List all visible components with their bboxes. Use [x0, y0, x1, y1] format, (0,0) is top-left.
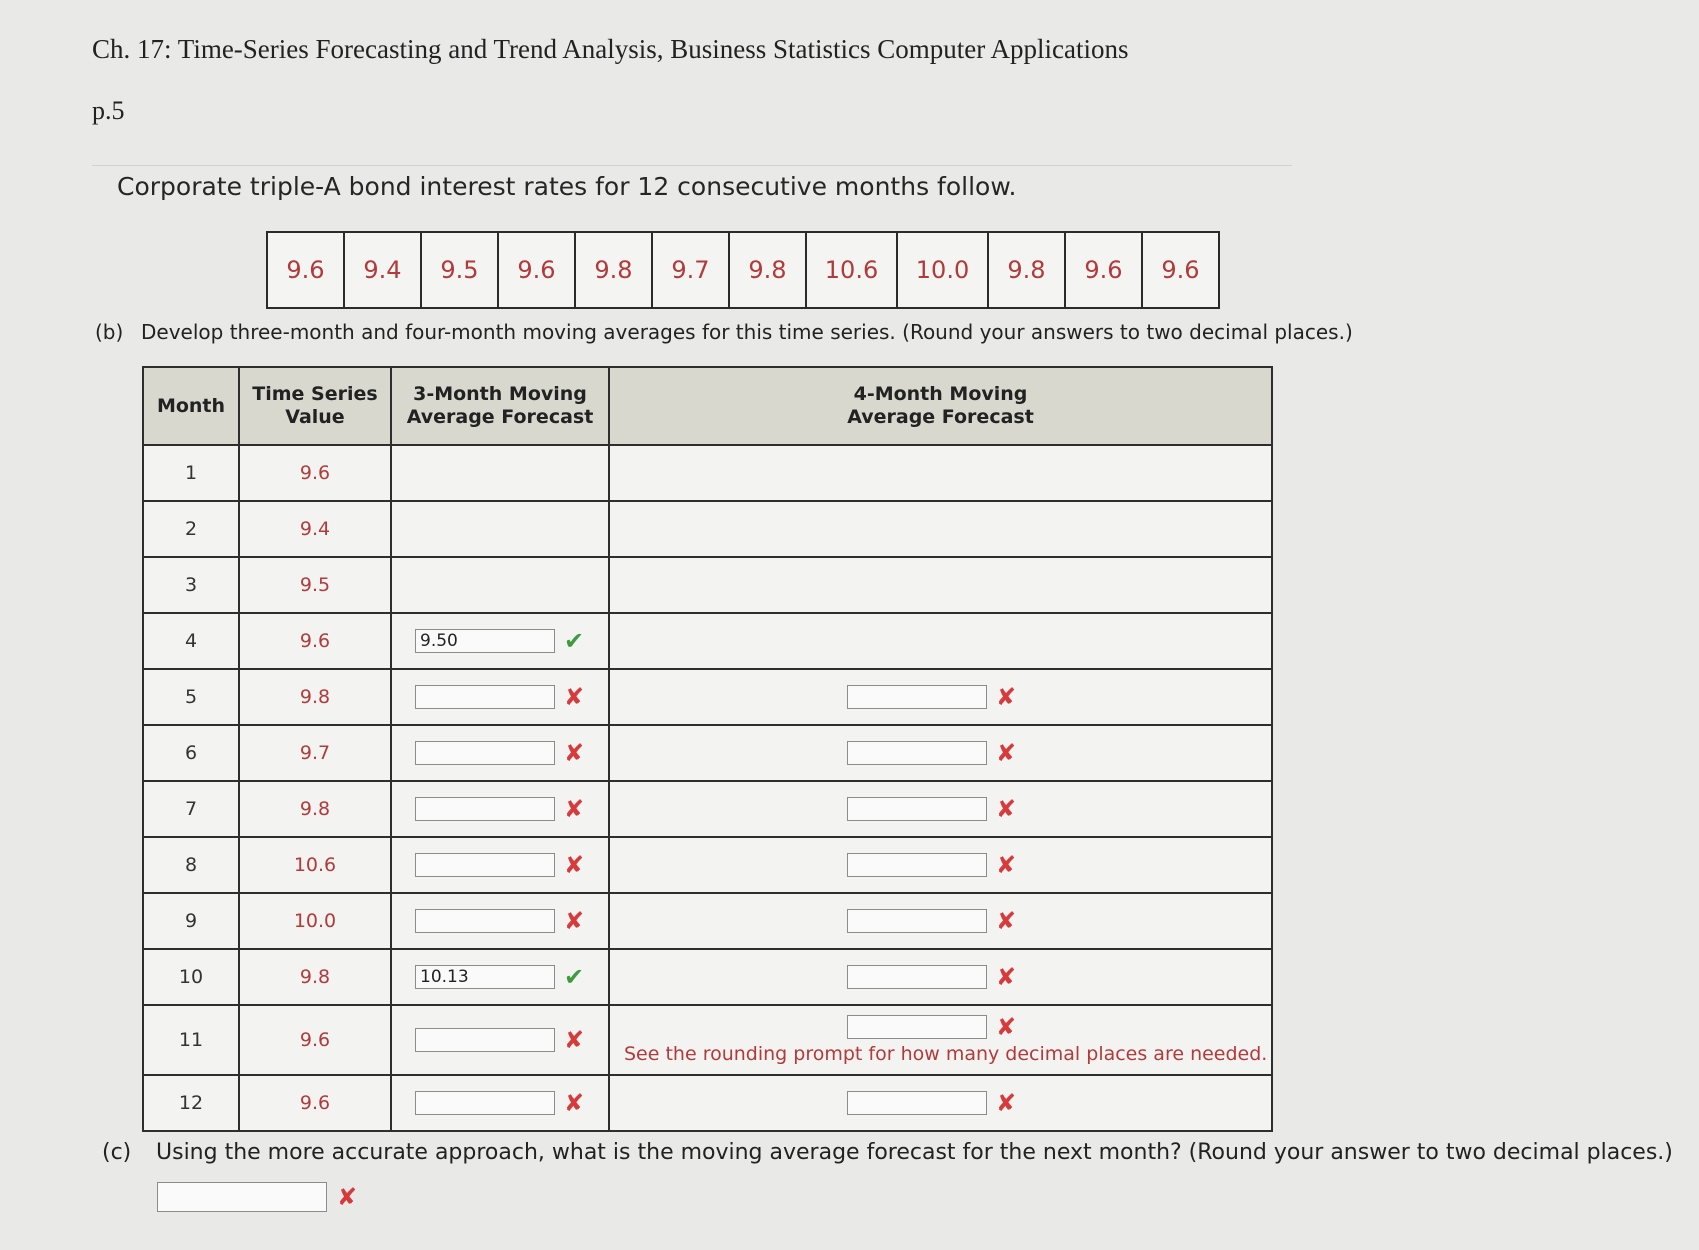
ma3-input-month-9[interactable] — [415, 909, 555, 933]
value-cell: 9.4 — [239, 501, 391, 557]
ma3-input-month-6[interactable] — [415, 741, 555, 765]
cross-icon: ✘ — [995, 795, 1017, 823]
ma3-input-month-7[interactable] — [415, 797, 555, 821]
series-value-cell: 9.6 — [268, 233, 345, 307]
ma3-input-month-8[interactable] — [415, 853, 555, 877]
ma3-cell — [391, 837, 609, 893]
part-c-answer — [157, 1182, 359, 1212]
problem-intro: Corporate triple-A bond interest rates for 12 consecutive months follow. — [117, 172, 1017, 201]
col-header-ma4: 4-Month Moving Average Forecast — [609, 367, 1272, 445]
value-cell: 9.5 — [239, 557, 391, 613]
check-icon: ✔ — [563, 963, 585, 991]
ma4-input-month-10[interactable] — [847, 965, 987, 989]
month-cell: 9 — [143, 893, 239, 949]
table-row — [143, 949, 1272, 1005]
table-row — [143, 781, 1272, 837]
month-cell: 8 — [143, 837, 239, 893]
table-row — [143, 725, 1272, 781]
value-cell: 9.6 — [239, 445, 391, 501]
cross-icon: ✘ — [563, 1026, 585, 1054]
table-row — [143, 445, 1272, 501]
series-value-cell: 9.8 — [989, 233, 1066, 307]
month-cell: 6 — [143, 725, 239, 781]
series-value-cell: 9.8 — [576, 233, 653, 307]
value-cell: 9.8 — [239, 949, 391, 1005]
series-value-cell: 9.8 — [730, 233, 807, 307]
cross-icon: ✘ — [337, 1183, 358, 1211]
value-cell: 9.6 — [239, 1005, 391, 1075]
ma4-cell — [609, 1005, 1272, 1075]
col-header-value: Time Series Value — [239, 367, 391, 445]
month-cell: 1 — [143, 445, 239, 501]
ma3-cell — [391, 781, 609, 837]
table-row — [143, 837, 1272, 893]
cross-icon: ✘ — [563, 851, 585, 879]
table-row — [143, 557, 1272, 613]
part-b-prompt — [95, 320, 1353, 344]
series-value-cell: 9.4 — [345, 233, 422, 307]
rounding-hint: See the rounding prompt for how many decimal places are needed. — [624, 1043, 1268, 1065]
divider — [92, 165, 1292, 166]
table-row — [143, 1005, 1272, 1075]
next-month-forecast-input[interactable] — [157, 1182, 327, 1212]
part-c-label: (c) — [102, 1140, 132, 1165]
cross-icon: ✘ — [995, 739, 1017, 767]
ma3-cell — [391, 613, 609, 669]
table-row — [143, 669, 1272, 725]
month-cell: 2 — [143, 501, 239, 557]
series-value-cell: 10.0 — [898, 233, 989, 307]
value-cell: 9.7 — [239, 725, 391, 781]
ma3-cell — [391, 501, 609, 557]
ma3-input-month-5[interactable] — [415, 685, 555, 709]
cross-icon: ✘ — [995, 907, 1017, 935]
ma4-input-month-9[interactable] — [847, 909, 987, 933]
ma4-input-month-12[interactable] — [847, 1091, 987, 1115]
month-cell: 11 — [143, 1005, 239, 1075]
series-values-strip — [266, 231, 1220, 309]
cross-icon: ✘ — [995, 683, 1017, 711]
ma3-cell — [391, 1075, 609, 1131]
series-value-cell: 10.6 — [807, 233, 898, 307]
cross-icon: ✘ — [995, 1013, 1017, 1041]
series-value-cell: 9.6 — [499, 233, 576, 307]
page-label: p.5 — [92, 96, 125, 125]
moving-average-table — [142, 366, 1273, 1132]
cross-icon: ✘ — [563, 907, 585, 935]
ma3-cell — [391, 557, 609, 613]
ma4-cell — [609, 1075, 1272, 1131]
cross-icon: ✘ — [995, 851, 1017, 879]
part-b-text: Develop three-month and four-month moving averages for this time series. (Round your answers to two decimal places.) — [141, 320, 1353, 344]
table-row — [143, 501, 1272, 557]
ma4-cell — [609, 669, 1272, 725]
ma3-cell — [391, 669, 609, 725]
month-cell: 3 — [143, 557, 239, 613]
part-b-label: (b) — [95, 320, 124, 344]
check-icon: ✔ — [563, 627, 585, 655]
month-cell: 7 — [143, 781, 239, 837]
ma4-input-month-7[interactable] — [847, 797, 987, 821]
ma4-cell — [609, 893, 1272, 949]
part-c-prompt — [102, 1140, 1673, 1165]
ma3-cell — [391, 725, 609, 781]
value-cell: 10.0 — [239, 893, 391, 949]
ma4-cell — [609, 557, 1272, 613]
col-header-month: Month — [143, 367, 239, 445]
value-cell: 10.6 — [239, 837, 391, 893]
part-c-text: Using the more accurate approach, what is the moving average forecast for the next month? (Round your answer to two decimal places.) — [156, 1140, 1673, 1165]
ma3-input-month-12[interactable] — [415, 1091, 555, 1115]
ma4-cell — [609, 501, 1272, 557]
month-cell: 5 — [143, 669, 239, 725]
month-cell: 4 — [143, 613, 239, 669]
month-cell: 10 — [143, 949, 239, 1005]
ma3-input-month-11[interactable] — [415, 1028, 555, 1052]
cross-icon: ✘ — [995, 963, 1017, 991]
ma3-cell — [391, 893, 609, 949]
value-cell: 9.8 — [239, 669, 391, 725]
ma4-cell — [609, 781, 1272, 837]
series-value-cell: 9.5 — [422, 233, 499, 307]
series-value-cell: 9.7 — [653, 233, 730, 307]
ma4-cell — [609, 725, 1272, 781]
table-row — [143, 1075, 1272, 1131]
cross-icon: ✘ — [563, 795, 585, 823]
value-cell: 9.8 — [239, 781, 391, 837]
ma4-input-month-11[interactable] — [847, 1015, 987, 1039]
ma4-input-month-5[interactable] — [847, 685, 987, 709]
cross-icon: ✘ — [563, 739, 585, 767]
col-header-ma3: 3-Month Moving Average Forecast — [391, 367, 609, 445]
table-row — [143, 893, 1272, 949]
ma3-input-month-10[interactable] — [415, 965, 555, 989]
page-title: Ch. 17: Time-Series Forecasting and Trend Analysis, Business Statistics Computer Applications — [92, 34, 1129, 64]
ma4-input-month-8[interactable] — [847, 853, 987, 877]
ma4-cell — [609, 949, 1272, 1005]
ma4-cell — [609, 613, 1272, 669]
ma3-cell — [391, 445, 609, 501]
cross-icon: ✘ — [563, 1089, 585, 1117]
ma3-input-month-4[interactable] — [415, 629, 555, 653]
ma4-cell — [609, 837, 1272, 893]
month-cell: 12 — [143, 1075, 239, 1131]
series-value-cell: 9.6 — [1143, 233, 1220, 307]
cross-icon: ✘ — [995, 1089, 1017, 1117]
value-cell: 9.6 — [239, 1075, 391, 1131]
value-cell: 9.6 — [239, 613, 391, 669]
ma3-cell — [391, 949, 609, 1005]
cross-icon: ✘ — [563, 683, 585, 711]
table-row — [143, 613, 1272, 669]
ma3-cell — [391, 1005, 609, 1075]
ma4-cell — [609, 445, 1272, 501]
series-value-cell: 9.6 — [1066, 233, 1143, 307]
ma4-input-month-6[interactable] — [847, 741, 987, 765]
